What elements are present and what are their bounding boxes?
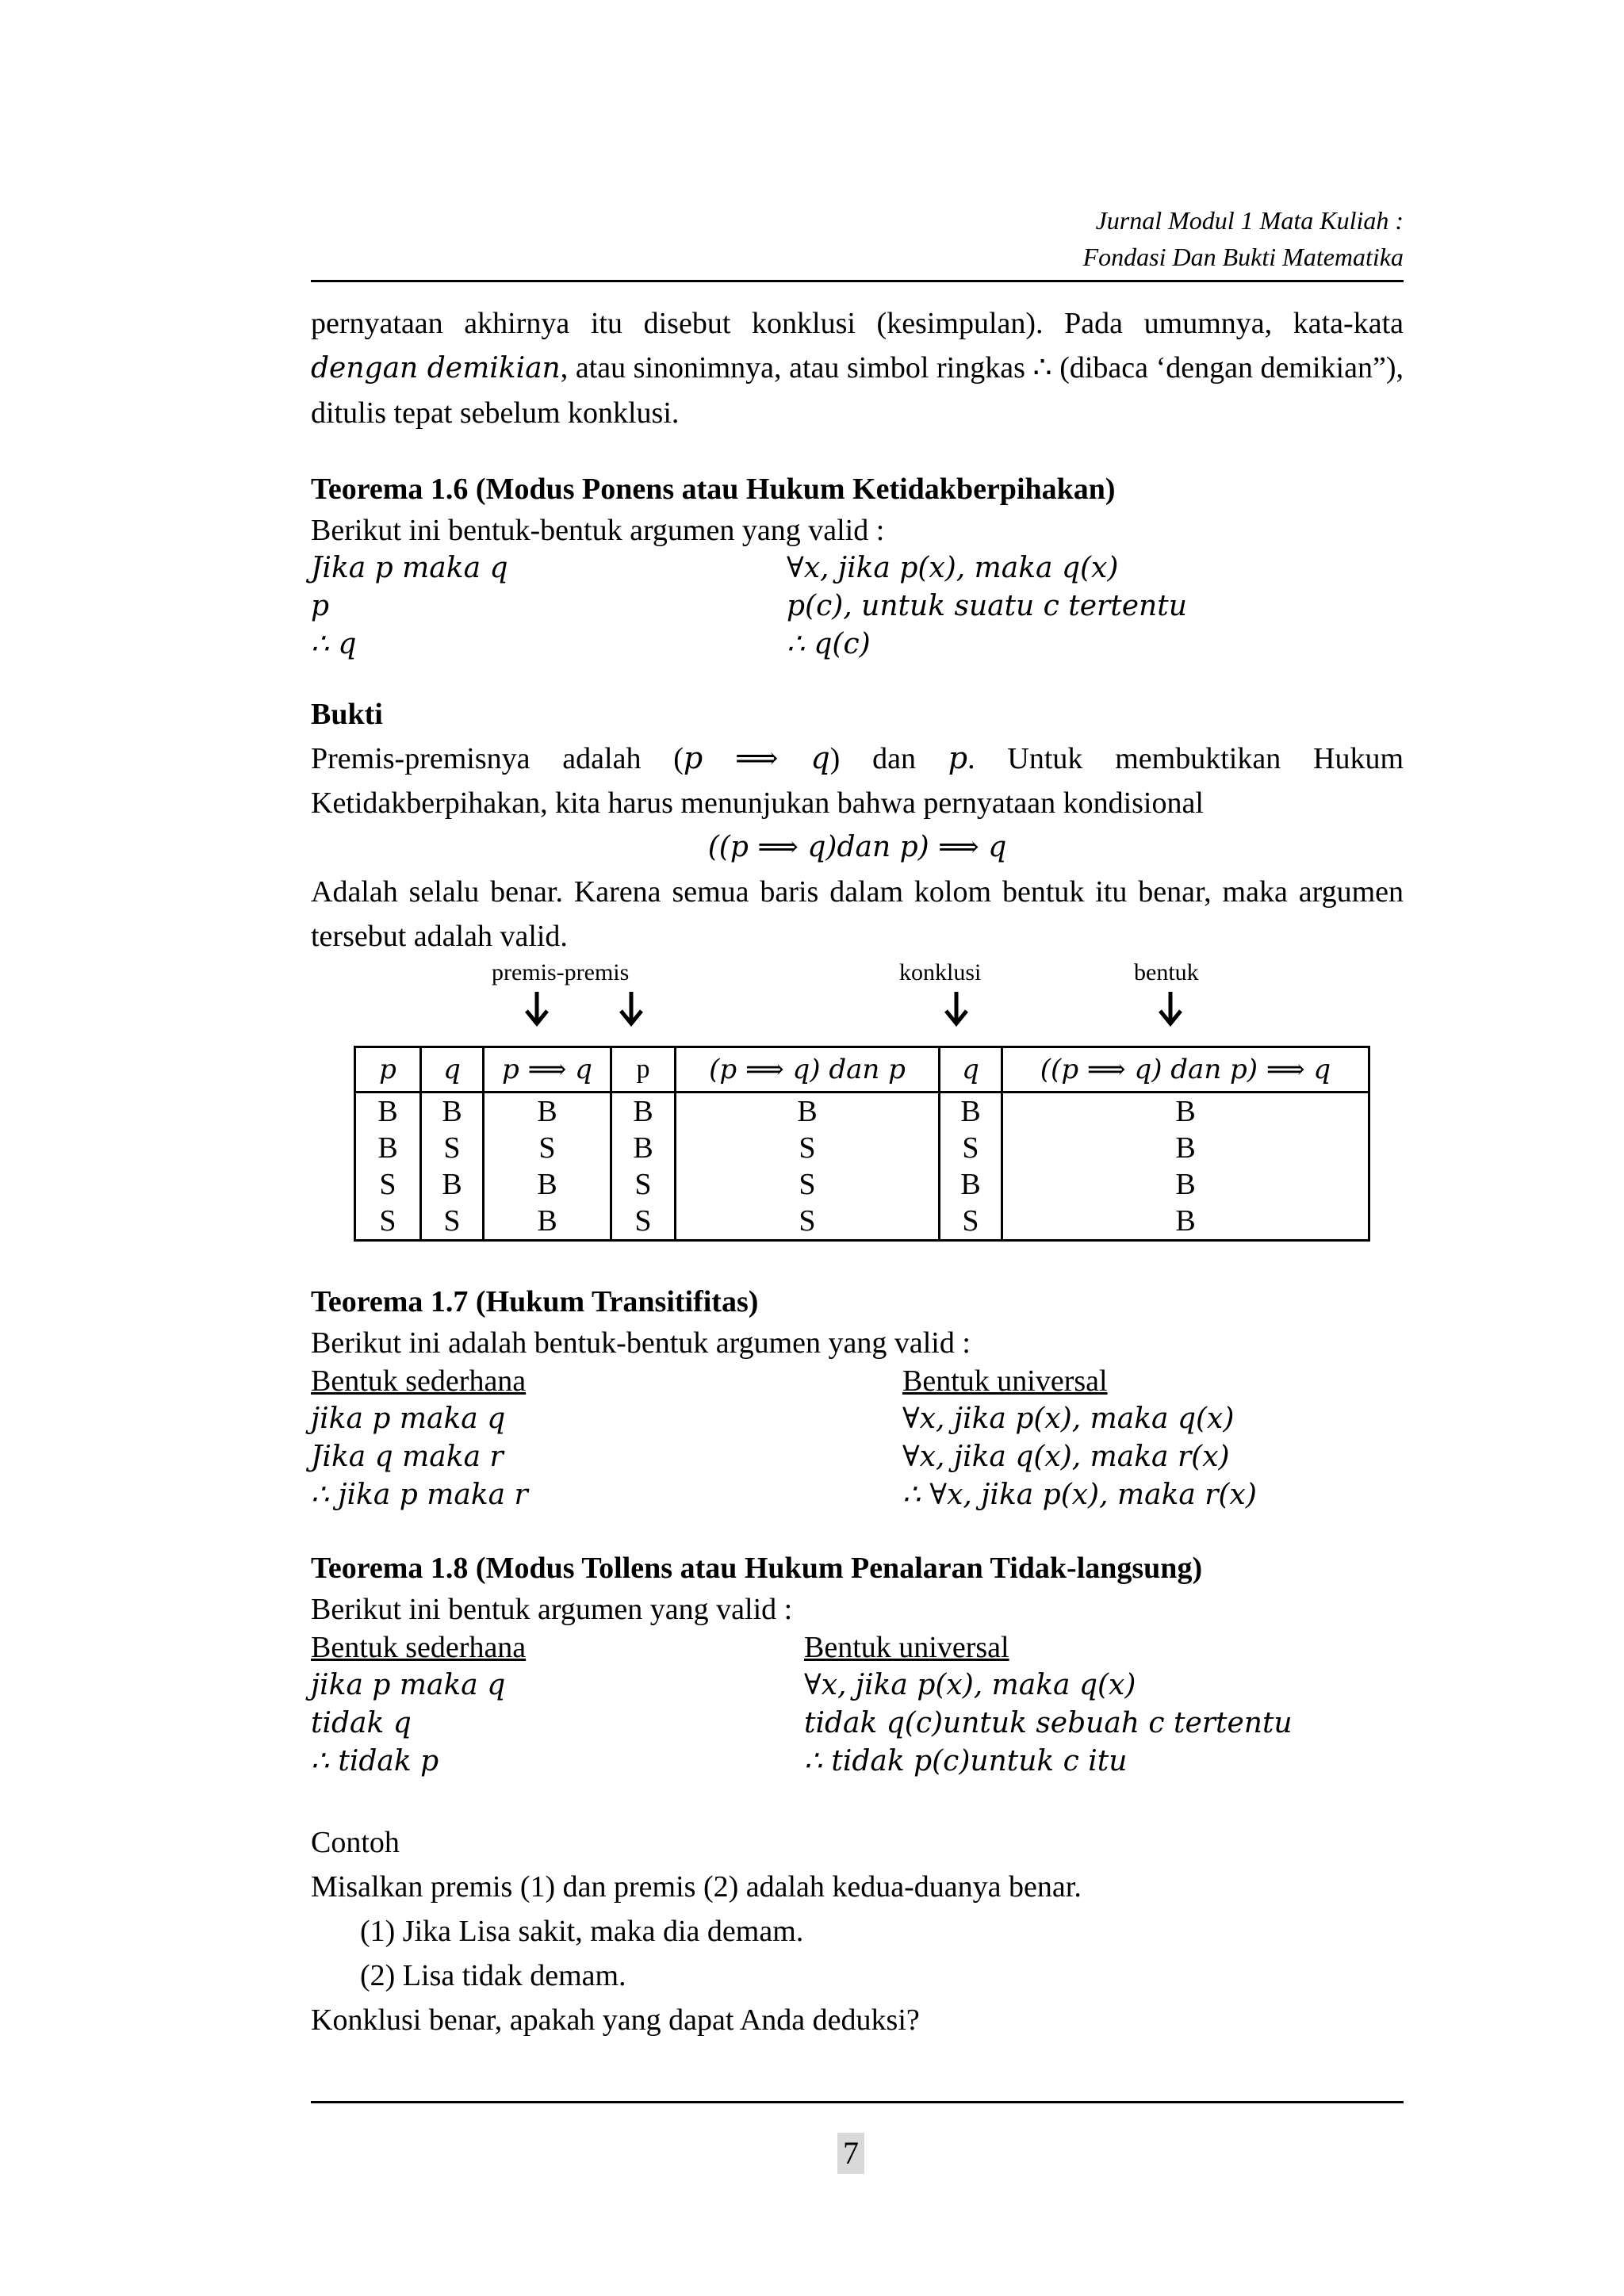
table-row xyxy=(355,1093,1369,1131)
table-cell: B xyxy=(940,1093,1002,1131)
theorem-1-7-headers xyxy=(311,1362,1404,1400)
intro-paragraph xyxy=(311,301,1404,435)
truth-table xyxy=(354,1046,1370,1242)
row-left: ∴ 𝑡𝑖𝑑𝑎𝑘 𝑝 xyxy=(311,1745,439,1777)
table-cell: B xyxy=(421,1093,484,1131)
row-left: ∴ 𝑞 xyxy=(311,628,357,660)
table-cell: S xyxy=(676,1130,940,1166)
example-intro: Misalkan premis (1) dan premis (2) adalah kedua-duanya benar. xyxy=(311,1870,1082,1904)
table-row xyxy=(355,1166,1369,1203)
theorem-1-8-row xyxy=(311,1705,1404,1743)
row-right: ∴ ∀𝑥, 𝑗𝑖𝑘𝑎 𝑝(𝑥), 𝑚𝑎𝑘𝑎 𝑟(𝑥) xyxy=(902,1479,1257,1511)
truth-table-header xyxy=(355,1047,1369,1093)
page-body xyxy=(311,301,1404,2042)
table-cell: B xyxy=(484,1203,611,1241)
table-cell: B xyxy=(1002,1203,1369,1241)
intro-italic: dengan demikian xyxy=(311,352,561,385)
table-cell: S xyxy=(355,1203,421,1241)
table-cell: B xyxy=(421,1166,484,1203)
table-cell: S xyxy=(611,1166,676,1203)
table-cell: B xyxy=(940,1166,1002,1203)
table-cell: S xyxy=(355,1166,421,1203)
down-arrow-icon xyxy=(523,990,550,1027)
table-cell: B xyxy=(611,1130,676,1166)
theorem-1-8-title: Teorema 1.8 (Modus Tollens atau Hukum Penalaran Tidak-langsung) xyxy=(311,1552,1203,1585)
table-cell: S xyxy=(676,1166,940,1203)
table-cell: B xyxy=(484,1166,611,1203)
row-left: 𝑗𝑖𝑘𝑎 𝑝 𝑚𝑎𝑘𝑎 𝑞 xyxy=(311,1402,506,1435)
row-right: ∀𝑥, 𝑗𝑖𝑘𝑎 𝑝(𝑥), 𝑚𝑎𝑘𝑎 𝑞(𝑥) xyxy=(787,552,1119,584)
row-right: ∴ 𝑞(𝑐) xyxy=(787,628,871,660)
row-left: 𝑡𝑖𝑑𝑎𝑘 𝑞 xyxy=(311,1707,412,1739)
row-left: ∴ 𝑗𝑖𝑘𝑎 𝑝 𝑚𝑎𝑘𝑎 𝑟 xyxy=(311,1479,528,1511)
table-cell: B xyxy=(355,1130,421,1166)
konklusi-label: konklusi xyxy=(899,959,982,985)
row-right: ∀𝑥, 𝑗𝑖𝑘𝑎 𝑞(𝑥), 𝑚𝑎𝑘𝑎 𝑟(𝑥) xyxy=(902,1441,1230,1473)
intro-text-1: pernyataan akhirnya itu disebut konklusi (kesimpulan). Pada umumnya, kata-kata xyxy=(311,307,1404,340)
universal-form-heading: Bentuk universal xyxy=(902,1364,1108,1398)
theorem-1-8-intro: Berikut ini bentuk argumen yang valid : xyxy=(311,1593,793,1626)
table-cell: S xyxy=(940,1130,1002,1166)
theorem-1-8 xyxy=(311,1546,1404,1781)
theorem-1-6-row xyxy=(311,626,1404,664)
proof-formula: ((𝑝 ⟹ 𝑞)𝑑𝑎𝑛 𝑝) ⟹ 𝑞 xyxy=(707,831,1007,863)
row-left: 𝑗𝑖𝑘𝑎 𝑝 𝑚𝑎𝑘𝑎 𝑞 xyxy=(311,1669,506,1701)
theorem-1-7-row xyxy=(311,1476,1404,1514)
table-cell: B xyxy=(1002,1166,1369,1203)
premis-label: premis-premis xyxy=(492,959,630,985)
header-cell: 𝑝 xyxy=(355,1047,421,1093)
row-right: 𝑡𝑖𝑑𝑎𝑘 𝑞(𝑐)𝑢𝑛𝑡𝑢𝑘 𝑠𝑒𝑏𝑢𝑎ℎ 𝑐 𝑡𝑒𝑟𝑡𝑒𝑛𝑡𝑢 xyxy=(804,1707,1293,1739)
header-cell: 𝑞 xyxy=(421,1047,484,1093)
theorem-1-7-intro: Berikut ini adalah bentuk-bentuk argumen yang valid : xyxy=(311,1326,971,1360)
header-rule xyxy=(311,280,1404,282)
proof xyxy=(311,692,1404,959)
header-cell: 𝑝 ⟹ 𝑞 xyxy=(484,1047,611,1093)
row-right: ∴ 𝑡𝑖𝑑𝑎𝑘 𝑝(𝑐)𝑢𝑛𝑡𝑢𝑘 𝑐 𝑖𝑡𝑢 xyxy=(804,1745,1128,1777)
example-title: Contoh xyxy=(311,1826,400,1859)
table-row xyxy=(355,1130,1369,1166)
table-cell: S xyxy=(421,1130,484,1166)
row-right: ∀𝑥, 𝑗𝑖𝑘𝑎 𝑝(𝑥), 𝑚𝑎𝑘𝑎 𝑞(𝑥) xyxy=(804,1669,1136,1701)
table-cell: B xyxy=(355,1093,421,1131)
proof-line-2: Adalah selalu benar. Karena semua baris dalam kolom bentuk itu benar, maka argumen tersebut adalah valid. xyxy=(311,875,1404,953)
example-question: Konklusi benar, apakah yang dapat Anda deduksi? xyxy=(311,2003,920,2037)
down-arrow-icon xyxy=(1157,990,1184,1027)
table-cell: B xyxy=(611,1093,676,1131)
theorem-1-6-row xyxy=(311,587,1404,626)
theorem-1-8-headers xyxy=(311,1628,1404,1667)
theorem-1-7-row xyxy=(311,1400,1404,1438)
page-number: 7 xyxy=(837,2133,864,2174)
theorem-1-6-title: Teorema 1.6 (Modus Ponens atau Hukum Ketidakberpihakan) xyxy=(311,473,1116,506)
example xyxy=(311,1820,1404,2042)
simple-form-heading: Bentuk sederhana xyxy=(311,1364,527,1398)
table-cell: B xyxy=(1002,1130,1369,1166)
header-cell: p xyxy=(611,1047,676,1093)
footer-rule xyxy=(311,2101,1404,2103)
table-cell: B xyxy=(484,1093,611,1131)
bentuk-label: bentuk xyxy=(1134,959,1199,985)
theorem-1-7-row xyxy=(311,1438,1404,1476)
table-cell: S xyxy=(484,1130,611,1166)
row-right: ∀𝑥, 𝑗𝑖𝑘𝑎 𝑝(𝑥), 𝑚𝑎𝑘𝑎 𝑞(𝑥) xyxy=(902,1402,1235,1435)
example-item-2: (2) Lisa tidak demam. xyxy=(360,1959,626,1992)
row-left: 𝑝 xyxy=(311,590,330,622)
table-cell: S xyxy=(421,1203,484,1241)
example-item-1: (1) Jika Lisa sakit, maka dia demam. xyxy=(360,1915,804,1948)
theorem-1-7-title: Teorema 1.7 (Hukum Transitifitas) xyxy=(311,1285,759,1318)
running-header xyxy=(1083,202,1404,275)
column-annotations xyxy=(311,959,1404,1046)
simple-form-heading: Bentuk sederhana xyxy=(311,1631,527,1664)
theorem-1-6-intro: Berikut ini bentuk-bentuk argumen yang valid : xyxy=(311,514,885,547)
theorem-1-6 xyxy=(311,467,1404,664)
theorem-1-6-row xyxy=(311,549,1404,587)
theorem-1-8-row xyxy=(311,1667,1404,1705)
intro-text-2: , atau sinonimnya, atau simbol ringkas ∴ (dibaca ‘dengan demikian”), ditulis tepat sebelum konklusi. xyxy=(311,351,1404,430)
table-cell: B xyxy=(1002,1093,1369,1131)
header-cell: ((𝑝 ⟹ 𝑞) 𝑑𝑎𝑛 𝑝) ⟹ 𝑞 xyxy=(1002,1047,1369,1093)
row-right: 𝑝(𝑐), 𝑢𝑛𝑡𝑢𝑘 𝑠𝑢𝑎𝑡𝑢 𝑐 𝑡𝑒𝑟𝑡𝑒𝑛𝑡𝑢 xyxy=(787,590,1187,622)
table-cell: B xyxy=(676,1093,940,1131)
theorem-1-7 xyxy=(311,1280,1404,1514)
theorem-1-8-row xyxy=(311,1743,1404,1781)
universal-form-heading: Bentuk universal xyxy=(804,1631,1009,1664)
table-cell: S xyxy=(611,1203,676,1241)
header-cell: (𝑝 ⟹ 𝑞) 𝑑𝑎𝑛 𝑝 xyxy=(676,1047,940,1093)
table-cell: S xyxy=(676,1203,940,1241)
row-left: 𝐽𝑖𝑘𝑎 𝑞 𝑚𝑎𝑘𝑎 𝑟 xyxy=(311,1441,504,1473)
proof-line-1: Premis-premisnya adalah (𝑝 ⟹ 𝑞) dan 𝑝. Untuk membuktikan Hukum Ketidakberpihakan, kita harus menunjukan bahwa pernyataan kondisional xyxy=(311,742,1404,820)
down-arrow-icon xyxy=(618,990,645,1027)
header-line-2: Fondasi Dan Bukti Matematika xyxy=(1082,243,1404,271)
header-cell: 𝑞 xyxy=(940,1047,1002,1093)
down-arrow-icon xyxy=(943,990,970,1027)
table-cell: S xyxy=(940,1203,1002,1241)
row-left: Jika 𝑝 maka 𝑞 xyxy=(311,552,508,584)
proof-title: Bukti xyxy=(311,698,383,731)
table-row xyxy=(355,1203,1369,1241)
header-line-1: Jurnal Modul 1 Mata Kuliah : xyxy=(1095,206,1404,235)
